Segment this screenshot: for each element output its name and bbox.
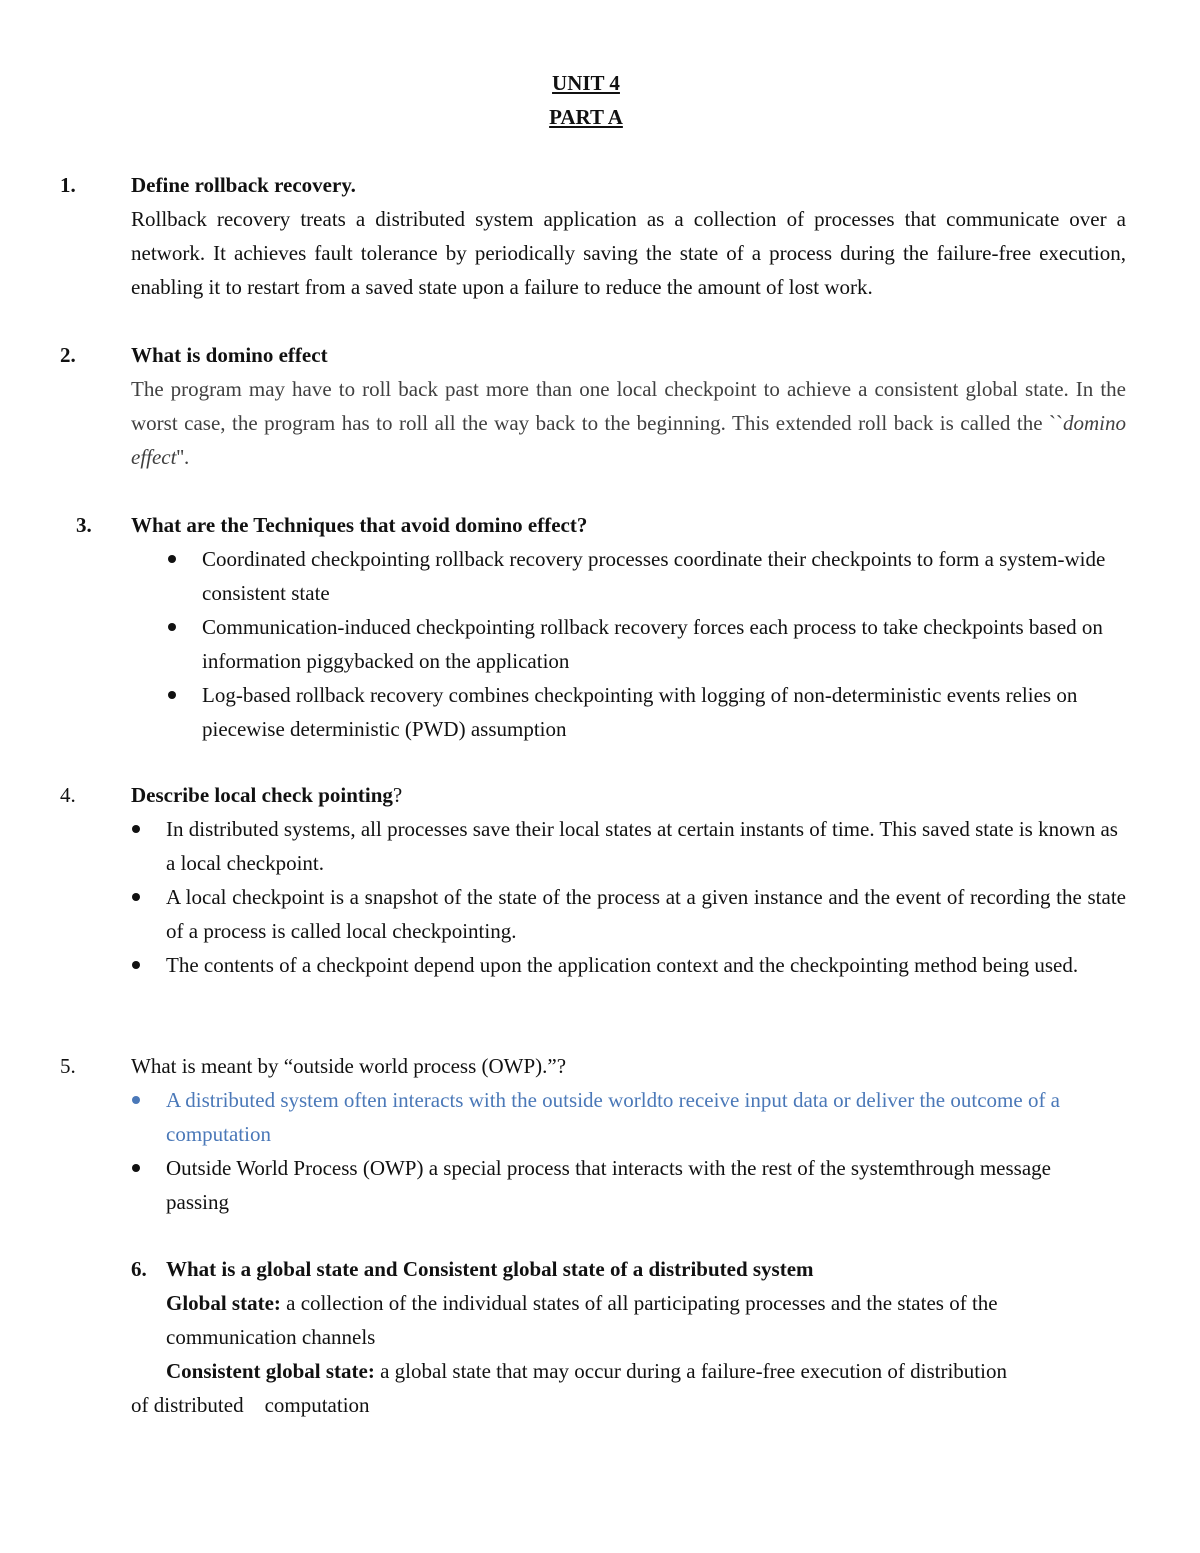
q2-number: 2. (60, 343, 76, 367)
list-item-text: A distributed system often interacts with the outside worldto receive input data or deliver the outcome of a computation (166, 1088, 1061, 1146)
q5-question: What is meant by “outside world process (OWP).”? (131, 1054, 567, 1078)
list-item (166, 1151, 1066, 1219)
list-item (202, 678, 1126, 746)
bullet-icon (132, 1096, 140, 1104)
q6-consistent-state (166, 1354, 1156, 1388)
q5-number: 5. (60, 1054, 76, 1078)
q6-consistent-label: Consistent global state: (166, 1359, 375, 1383)
q2-answer-prefix: The program may have to roll back past more than one local checkpoint to achieve a consistent global state. In the worst case, the program has to roll all the way back to the beginning. This extended roll back is called the `` (131, 377, 1126, 435)
list-item-text: The contents of a checkpoint depend upon the application context and the checkpointing method being used. (166, 953, 1079, 977)
q6-consistent-text-1: a global state that may occur during a failure-free execution of distribution (380, 1359, 1007, 1383)
q4-number: 4. (60, 783, 76, 807)
list-item (166, 948, 1126, 982)
q1-question: Define rollback recovery. (131, 173, 356, 197)
bullet-icon (168, 691, 176, 699)
list-item (166, 812, 1126, 880)
list-item-text: A local checkpoint is a snapshot of the state of the process at a given instance and the event of recording the state of a process is called local checkpointing. (166, 885, 1126, 943)
list-item-text: Outside World Process (OWP) a special process that interacts with the rest of the systemthrough message passing (166, 1156, 1051, 1214)
q1-number: 1. (60, 173, 76, 197)
q2-answer-emphasis: domino effect (131, 411, 1126, 469)
q6-global-state (166, 1286, 1126, 1354)
q2-answer (131, 372, 1126, 474)
bullet-icon (132, 1164, 140, 1172)
q5-bullet-list (166, 1083, 1066, 1219)
q4-question: Describe local check pointing (131, 783, 393, 807)
bullet-icon (132, 961, 140, 969)
list-item-text: In distributed systems, all processes save their local states at certain instants of time. This saved state is known as a local checkpoint. (166, 817, 1118, 875)
q6-global-label: Global state: (166, 1291, 281, 1315)
list-item (166, 1083, 1066, 1151)
list-item-text: Log-based rollback recovery combines checkpointing with logging of non-deterministic events relies on piecewise deterministic (PWD) assumption (202, 683, 1078, 741)
q3-bullet-list (202, 542, 1126, 746)
q4-bullet-list (166, 812, 1126, 982)
list-item (166, 880, 1126, 948)
bullet-icon (132, 893, 140, 901)
list-item-text: Coordinated checkpointing rollback recovery processes coordinate their checkpoints to form a system-wide consistent state (202, 547, 1106, 605)
q6-consistent-text-2: of distributed computation (131, 1393, 370, 1417)
list-item (202, 542, 1126, 610)
list-item (202, 610, 1126, 678)
list-item-text: Communication-induced checkpointing rollback recovery forces each process to take checkpoints based on information piggybacked on the application (202, 615, 1103, 673)
q6-question: What is a global state and Consistent global state of a distributed system (166, 1257, 814, 1281)
bullet-icon (132, 825, 140, 833)
q2-question: What is domino effect (131, 343, 328, 367)
bullet-icon (168, 555, 176, 563)
q6-number: 6. (131, 1257, 147, 1281)
q3-question: What are the Techniques that avoid domino effect? (131, 513, 588, 537)
q6-global-text: a collection of the individual states of all participating processes and the states of the communication channels (166, 1291, 998, 1349)
q4-question-suffix: ? (392, 783, 403, 807)
unit-title: UNIT 4 (552, 71, 620, 95)
q4-question-line (131, 778, 402, 812)
q2-answer-suffix: ''. (176, 445, 190, 469)
part-title: PART A (549, 105, 623, 129)
bullet-icon (168, 623, 176, 631)
q1-answer: Rollback recovery treats a distributed system application as a collection of processes that communicate over a network. It achieves fault tolerance by periodically saving the state of a process during the failure-free execution, enabling it to restart from a saved state upon a failure to reduce the amount of lost work. (131, 207, 1126, 299)
q3-number: 3. (76, 513, 92, 537)
